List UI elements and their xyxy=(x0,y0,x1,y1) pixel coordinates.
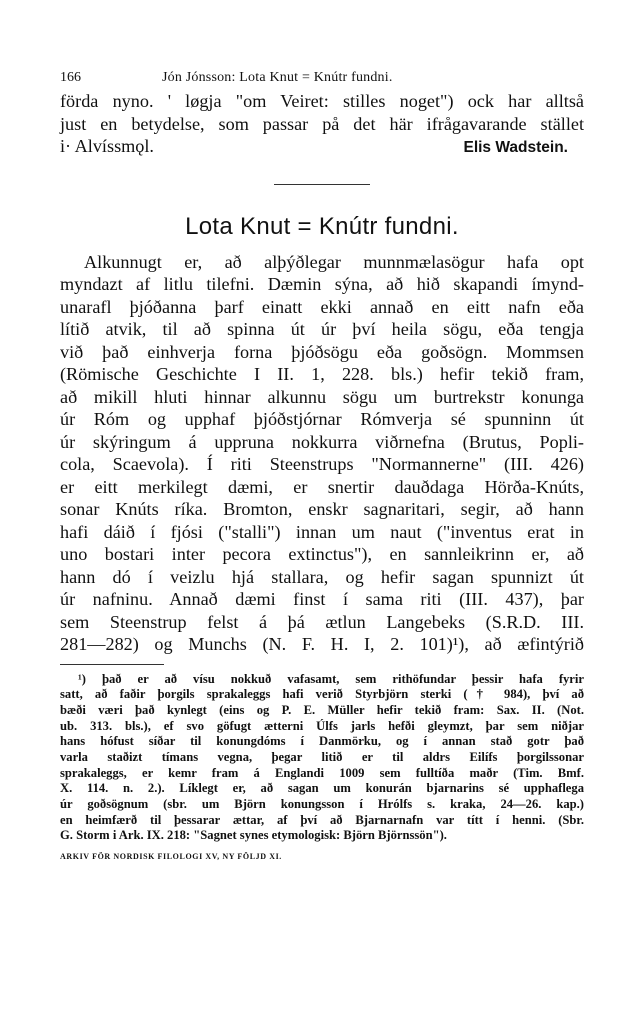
text-line xyxy=(60,135,584,158)
intro-paragraph xyxy=(60,90,584,158)
text-line-content: i· Alvíssmǫl. xyxy=(60,136,154,156)
section-divider xyxy=(274,184,370,185)
text-line: (Römische Geschichte I II. 1, 228. bls.) hefir tekið fram, xyxy=(60,364,584,384)
running-title: Jón Jónsson: Lota Knut = Knútr fundni. xyxy=(162,70,393,85)
text-line: cola, Scaevola). Í riti Steenstrups "Normannerne" (III. 426) xyxy=(60,454,584,474)
text-line: hann dó í veizlu hjá stallara, og hefir sagan spunnizt út xyxy=(60,566,584,587)
footnote-line: hans hófust síðar til konungdóms í Danmörku, og í annan stað gotr það xyxy=(60,734,584,749)
footnote-line: ub. 313. bls.), ef svo göfugt ætterni Úlfs jarls hefði gleymzt, þar sem niðjar xyxy=(60,718,584,733)
text-line: hafi dáið í fjósi ("stalli") innan um naut ("inventus erat in xyxy=(60,521,584,542)
footnote xyxy=(60,672,584,845)
footnote-line: satt, að faðir þorgils sprakaleggs hafi verið Styrbjörn sterki († 984), því að xyxy=(60,687,584,702)
article-body xyxy=(60,251,584,656)
footnote-divider xyxy=(60,664,164,665)
footnote-line: úr goðsögnum (sbr. um Björn konungsson í Hrólfs s. kraka, 24—26. kap.) xyxy=(60,797,584,811)
footnote-line: sprakaleggs, er kemr fram á Englandi 1009 sem fulltíða maðr (Tim. Bmf. xyxy=(60,765,584,780)
text-line: lítið atvik, til að spinna út úr því heila sögu, eða tengja xyxy=(60,319,584,339)
footnote-line: bæði væri það kynlegt (eins og P. E. Müller hefir tekið fram: Sax. II. (Not. xyxy=(60,702,584,717)
text-line: sonar Knúts ríka. Bromton, enskr sagnaritari, segir, að hann xyxy=(60,499,584,519)
footnote-line: ¹) það er að vísu nokkuð vafasamt, sem rithöfundar þessir hafa fyrir xyxy=(78,671,584,686)
text-line: uno bostari inter pecora extinctus"), en sannleikrinn er, að xyxy=(60,544,584,564)
text-line: just en betydelse, som passar på det här ifrågavarande stället xyxy=(60,113,584,134)
text-line: förda nyno. ' løgja "om Veiret: stilles noget") ock har alltså xyxy=(60,91,584,111)
text-line: Alkunnugt er, að alþýðlegar munnmælasögur hafa opt xyxy=(84,251,584,272)
running-footer: ARKIV FÖR NORDISK FILOLOGI XV, NY FÖLJD XI. xyxy=(60,852,282,862)
page-number: 166 xyxy=(60,70,81,85)
page-header xyxy=(60,62,584,88)
text-line: úr nafninu. Annað dæmi finst í sama riti (III. 437), þar xyxy=(60,589,584,609)
text-line: úr Róm og upphaf þjóðstjórnar Rómverja sé spunninn út xyxy=(60,409,584,429)
footnote-line: X. 114. n. 2.). Líklegt er, að sagan um konurán bjarnarins sé upphaflega xyxy=(60,781,584,796)
page xyxy=(60,62,584,861)
text-line: unarafl þjóðanna þarf einatt ekki annað en eitt nafn eða xyxy=(60,296,584,317)
article-title: Lota Knut = Knútr fundni. xyxy=(185,212,459,240)
text-line: að mikill hluti hinnar alkunnu sögu um burtrekstr konunga xyxy=(60,386,584,407)
footnote-line: G. Storm i Ark. IX. 218: "Sagnet synes etymologisk: Björn Björnssön"). xyxy=(60,828,447,843)
text-line: við það einhverja forna þjóðsögu eða goðsögn. Mommsen xyxy=(60,341,584,362)
text-line: 281—282) og Munchs (N. F. H. I, 2. 101)¹), að æfintýrið xyxy=(60,634,584,654)
text-line: sem Steenstrup felst á þá ætlun Langebeks (S.R.D. III. xyxy=(60,611,584,632)
footnote-line: en heimfærð til þessarar ættar, af því að Bjarnarnafn var títt í henni. (Sbr. xyxy=(60,812,584,827)
text-line: myndazt af litlu tilefni. Dæmin sýna, að hið skapandi ímynd- xyxy=(60,274,584,294)
text-line: er eitt merkilegt dæmi, er snertir dauðdaga Hörða-Knúts, xyxy=(60,476,584,497)
text-line: úr skýringum á uppruna nokkurra viðrnefna (Brutus, Popli- xyxy=(60,431,584,452)
author-signature: Elis Wadstein. xyxy=(463,139,568,156)
footnote-line: varla staðizt tímans vegna, þegar litið er til aldrs Eilífs þorgilssonar xyxy=(60,749,584,764)
